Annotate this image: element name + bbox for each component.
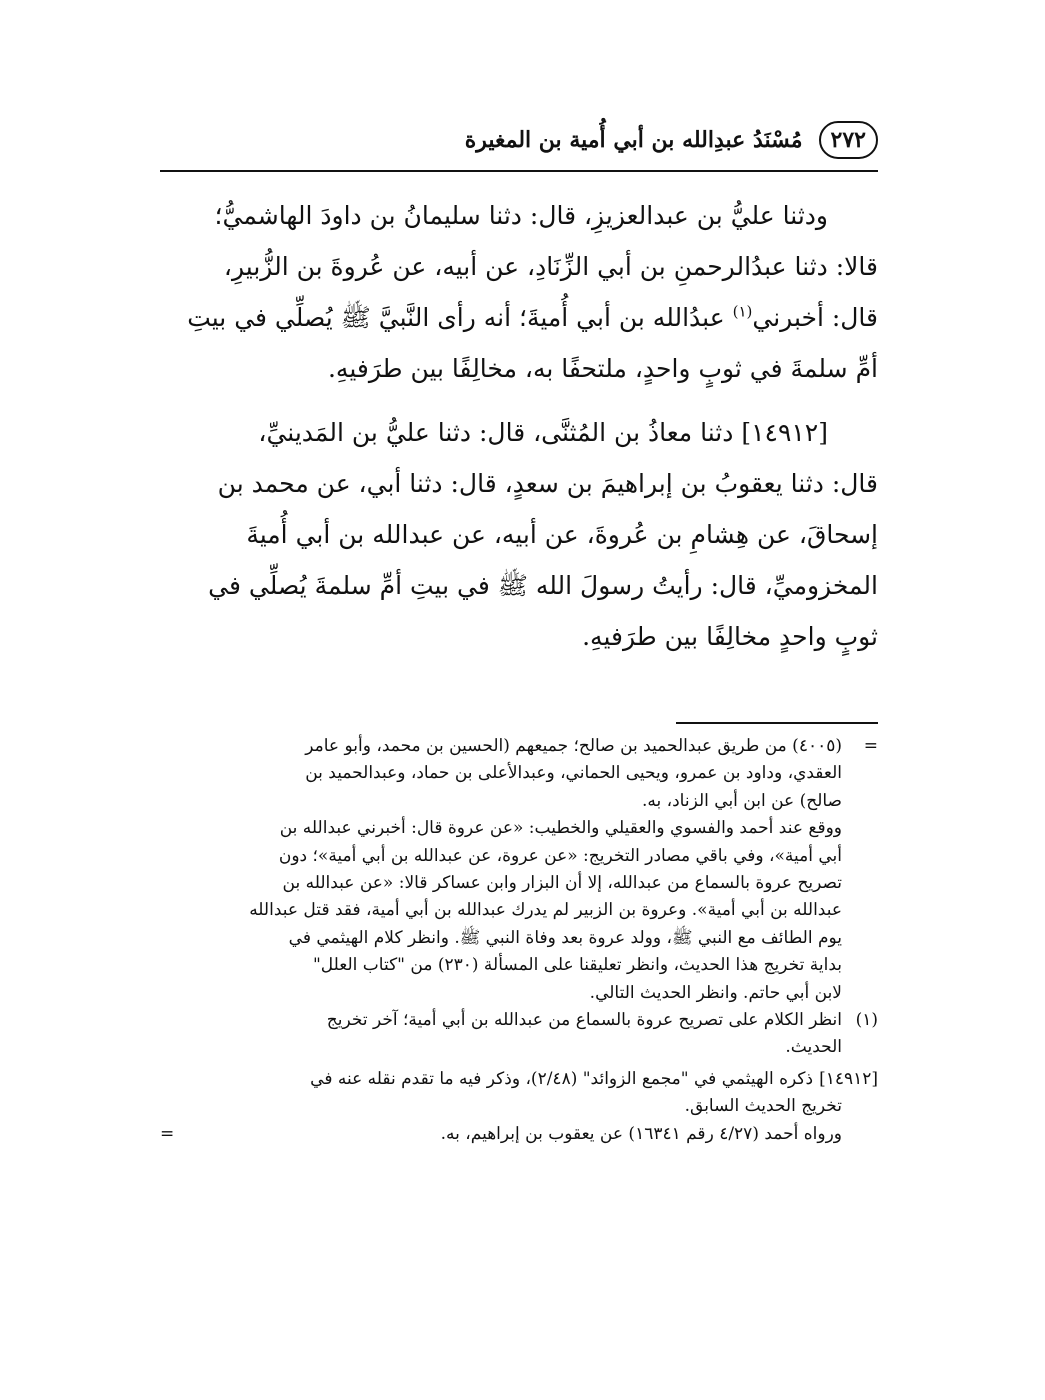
footnote-1 xyxy=(160,1007,878,1062)
footnote-line: تخريج الحديث السابق. xyxy=(684,1096,842,1117)
footnote-line: ورواه أحمد (٤/٢٧ رقم ١٦٣٤١) عن يعقوب بن إبراهيم، به. xyxy=(440,1123,842,1144)
main-line: ثوبٍ واحدٍ مخالِفًا بين طرَفيهِ. xyxy=(582,622,878,651)
footnote-rule xyxy=(676,722,878,724)
footnote-line: ووقع عند أحمد والفسوي والعقيلي والخطيب: «عن عروة قال: أخبرني عبدالله بن xyxy=(279,818,842,839)
footnote-line: (٤٠٠٥) من طريق عبدالحميد بن صالح؛ جميعهم (الحسين بن محمد، وأبو عامر xyxy=(305,736,842,756)
footnote-line: ذكره الهيثمي في "مجمع الزوائد" (٢/٤٨)، وذكر فيه ما تقدم نقله عنه في xyxy=(310,1068,814,1089)
main-line: [١٤٩١٢] دثنا معاذُ بن المُثنَّى، قال: دثنا عليُّ بن المَدينيِّ، xyxy=(258,418,828,447)
footnote-body xyxy=(160,1066,813,1093)
main-text-span: عبدُالله بن أبي أُميةَ؛ أنه رأى النَّبيَّ ﷺ يُصلِّي في بيتِ xyxy=(187,303,733,332)
page-header xyxy=(160,118,878,162)
footnote-line: عبدالله بن أبي أمية». وعروة بن الزبير لم يدرك عبدالله بن أبي أمية، فقد قتل عبدالله xyxy=(249,900,842,921)
footnote-line: العقدي، وداود بن عمرو، ويحيى الحماني، وعبدالأعلى بن حماد، وعبدالحميد بن xyxy=(305,763,842,784)
continuation-mark: = xyxy=(863,736,878,756)
footnote-body xyxy=(160,733,842,1007)
footnote-line: الحديث. xyxy=(785,1037,842,1058)
main-line: قالا: دثنا عبدُالرحمنِ بن أبي الزِّنَادِ، عن أبيه، عن عُروةَ بن الزُّبيرِ، xyxy=(223,252,878,281)
page-number-badge: ٢٧٢ xyxy=(819,121,878,159)
main-line xyxy=(160,292,878,343)
footnote-line: أبي أمية»، وفي باقي مصادر التخريج: «عن عروة، عن عبدالله بن أبي أمية»؛ دون xyxy=(278,845,842,866)
footnote-last-line xyxy=(160,1121,878,1148)
footnote-line: صالح) عن ابن أبي الزناد، به. xyxy=(641,790,842,811)
footnote-ref[interactable]: (١) xyxy=(732,302,753,321)
header-rule xyxy=(160,170,878,172)
main-text-span: قال: أخبرني xyxy=(752,303,878,332)
main-line: ودثنا عليُّ بن عبدالعزيزِ، قال: دثنا سليمانُ بن داودَ الهاشميُّ؛ xyxy=(214,201,828,230)
main-line: إسحاقَ، عن هِشامِ بن عُروةَ، عن أبيه، عن عبدالله بن أبي أُميةَ xyxy=(246,520,878,549)
main-line: قال: دثنا يعقوبُ بن إبراهيمَ بن سعدٍ، قال: دثنا أبي، عن محمد بن xyxy=(217,469,878,498)
footnote-line: تصريح عروة بالسماع من عبدالله، إلا أن البزار وابن عساكر قالا: «عن عبدالله بن xyxy=(282,873,842,894)
footnote-line: يوم الطائف مع النبي ﷺ، وولد عروة بعد وفاة النبي ﷺ. وانظر كلام الهيثمي في xyxy=(288,927,842,948)
footnote-line: انظر الكلام على تصريح عروة بالسماع من عبدالله بن أبي أمية؛ آخر تخريج xyxy=(326,1010,842,1031)
footnote-14912-mark: [١٤٩١٢] xyxy=(819,1068,878,1089)
running-title: مُسْنَدُ عبدِالله بن أبي أُمية بن المغيرة xyxy=(464,127,803,153)
main-line: أمِّ سلمةَ في ثوبٍ واحدٍ، ملتحفًا به، مخالِفًا بين طرَفيهِ. xyxy=(327,354,878,383)
footnotes xyxy=(160,733,878,1148)
footnote-continuation xyxy=(160,733,878,1007)
footnote-14912 xyxy=(160,1066,878,1093)
footnote-line: لابن أبي حاتم. وانظر الحديث التالي. xyxy=(589,982,842,1003)
continuation-end-mark: = xyxy=(160,1123,175,1144)
footnote-line: بداية تخريج هذا الحديث، وانظر تعليقنا على المسألة (٢٣٠) من "كتاب العلل" xyxy=(312,955,842,976)
footnote-1-mark: (١) xyxy=(855,1010,878,1031)
footnote-body xyxy=(160,1007,842,1062)
main-line: المخزوميِّ، قال: رأيتُ رسولَ الله ﷺ في بيتِ أمِّ سلمةَ يُصلِّي في xyxy=(208,571,878,600)
main-text xyxy=(160,190,878,662)
